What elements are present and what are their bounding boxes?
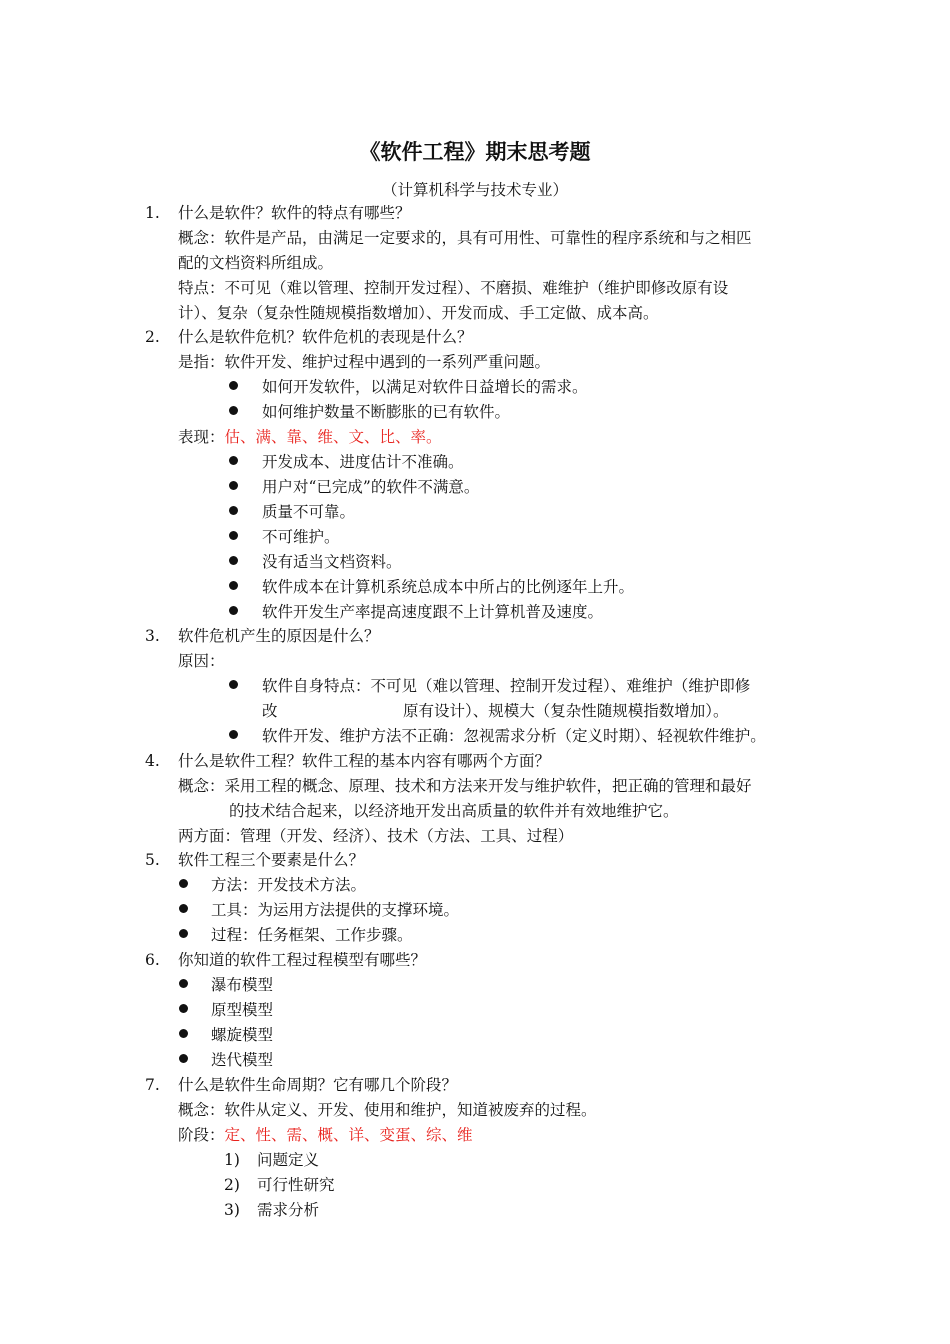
bullet-icon xyxy=(229,456,238,465)
list-item: 螺旋模型 xyxy=(211,1026,274,1044)
stage-index: 2) xyxy=(224,1176,240,1194)
q1-question: 什么是软件？软件的特点有哪些？ xyxy=(178,204,411,222)
bullet-icon xyxy=(179,904,188,913)
bullet-icon xyxy=(229,406,238,415)
bullet-icon xyxy=(229,581,238,590)
q7-stage-label: 阶段： xyxy=(178,1126,225,1144)
bullet-icon xyxy=(229,680,238,689)
q4-question: 什么是软件工程？软件工程的基本内容有哪两个方面？ xyxy=(178,752,551,770)
list-item: 瀑布模型 xyxy=(211,976,274,994)
q3-question: 软件危机产生的原因是什么？ xyxy=(178,627,380,645)
list-item: 质量不可靠。 xyxy=(262,503,356,521)
list-item: 开发成本、进度估计不准确。 xyxy=(262,453,464,471)
bullet-icon xyxy=(229,506,238,515)
page-title: 《软件工程》期末思考题 xyxy=(359,139,591,164)
q6-number: 6. xyxy=(145,951,160,969)
list-item: 没有适当文档资料。 xyxy=(262,553,402,571)
list-item: 原型模型 xyxy=(211,1001,274,1019)
q7-concept: 概念：软件从定义、开发、使用和维护，知道被废弃的过程。 xyxy=(178,1101,597,1119)
bullet-icon xyxy=(179,1054,188,1063)
bullet-icon xyxy=(229,556,238,565)
q6-question: 你知道的软件工程过程模型有哪些？ xyxy=(178,951,427,969)
q4-concept-line1: 概念：采用工程的概念、原理、技术和方法来开发与维护软件，把正确的管理和最好 xyxy=(178,777,752,795)
q3-reason-label: 原因： xyxy=(178,652,225,670)
list-item-continuation: 原有设计）、规模大（复杂性随规模指数增加）。 xyxy=(403,702,729,720)
list-item: 如何维护数量不断膨胀的已有软件。 xyxy=(262,403,511,421)
page-subtitle: （计算机科学与技术专业） xyxy=(381,181,568,199)
bullet-icon xyxy=(179,879,188,888)
q7-number: 7. xyxy=(145,1076,160,1094)
list-item-continuation: 改 xyxy=(262,702,278,720)
q7-stage-line xyxy=(178,1124,473,1146)
q1-concept-line2: 配的文档资料所组成。 xyxy=(178,254,334,272)
list-item: 用户对“已完成”的软件不满意。 xyxy=(262,478,480,496)
list-item: 软件开发、维护方法不正确：忽视需求分析（定义时期）、轻视软件维护。 xyxy=(262,727,766,745)
q3-number: 3. xyxy=(145,627,160,645)
bullet-icon xyxy=(179,1004,188,1013)
bullet-icon xyxy=(229,606,238,615)
bullet-icon xyxy=(179,1029,188,1038)
q5-question: 软件工程三个要素是什么？ xyxy=(178,851,365,869)
q2-number: 2. xyxy=(145,328,160,346)
stage-item: 可行性研究 xyxy=(257,1176,335,1194)
q2-show-line xyxy=(178,426,442,448)
stage-index: 3) xyxy=(224,1201,240,1219)
q5-number: 5. xyxy=(145,851,160,869)
stage-item: 需求分析 xyxy=(257,1201,320,1219)
list-item: 如何开发软件，以满足对软件日益增长的需求。 xyxy=(262,378,588,396)
bullet-icon xyxy=(229,381,238,390)
list-item: 软件自身特点：不可见（难以管理、控制开发过程）、难维护（维护即修 xyxy=(262,677,751,695)
q4-aspects: 两方面：管理（开发、经济）、技术（方法、工具、过程） xyxy=(178,827,574,845)
bullet-icon xyxy=(229,730,238,739)
q1-concept-line1: 概念：软件是产品，由满足一定要求的，具有可用性、可靠性的程序系统和与之相匹 xyxy=(178,229,752,247)
q2-definition: 是指：软件开发、维护过程中遇到的一系列严重问题。 xyxy=(178,353,551,371)
list-item: 迭代模型 xyxy=(211,1051,274,1069)
bullet-icon xyxy=(179,979,188,988)
q2-show-mnemonic: 估、满、靠、维、文、比、率。 xyxy=(224,428,442,446)
q4-concept-line2: 的技术结合起来，以经济地开发出高质量的软件并有效地维护它。 xyxy=(229,802,679,820)
list-item: 软件开发生产率提高速度跟不上计算机普及速度。 xyxy=(262,603,604,621)
list-item: 过程：任务框架、工作步骤。 xyxy=(211,926,413,944)
q1-feature-line2: 计）、复杂（复杂性随规模指数增加）、开发而成、手工定做、成本高。 xyxy=(178,304,659,322)
q2-question: 什么是软件危机？软件危机的表现是什么？ xyxy=(178,328,473,346)
bullet-icon xyxy=(179,929,188,938)
list-item: 软件成本在计算机系统总成本中所占的比例逐年上升。 xyxy=(262,578,635,596)
list-item: 方法：开发技术方法。 xyxy=(211,876,367,894)
q4-number: 4. xyxy=(145,752,160,770)
stage-index: 1) xyxy=(224,1151,240,1169)
q1-feature-line1: 特点：不可见（难以管理、控制开发过程）、不磨损、难维护（维护即修改原有设 xyxy=(178,279,729,297)
q1-number: 1. xyxy=(145,204,160,222)
list-item: 工具：为运用方法提供的支撑环境。 xyxy=(211,901,460,919)
bullet-icon xyxy=(229,531,238,540)
bullet-icon xyxy=(229,481,238,490)
q7-question: 什么是软件生命周期？它有哪几个阶段？ xyxy=(178,1076,458,1094)
stage-item: 问题定义 xyxy=(257,1151,320,1169)
q2-show-label: 表现： xyxy=(178,428,225,446)
q7-stage-mnemonic: 定、性、需、概、详、变蛋、综、维 xyxy=(224,1126,473,1144)
list-item: 不可维护。 xyxy=(262,528,340,546)
